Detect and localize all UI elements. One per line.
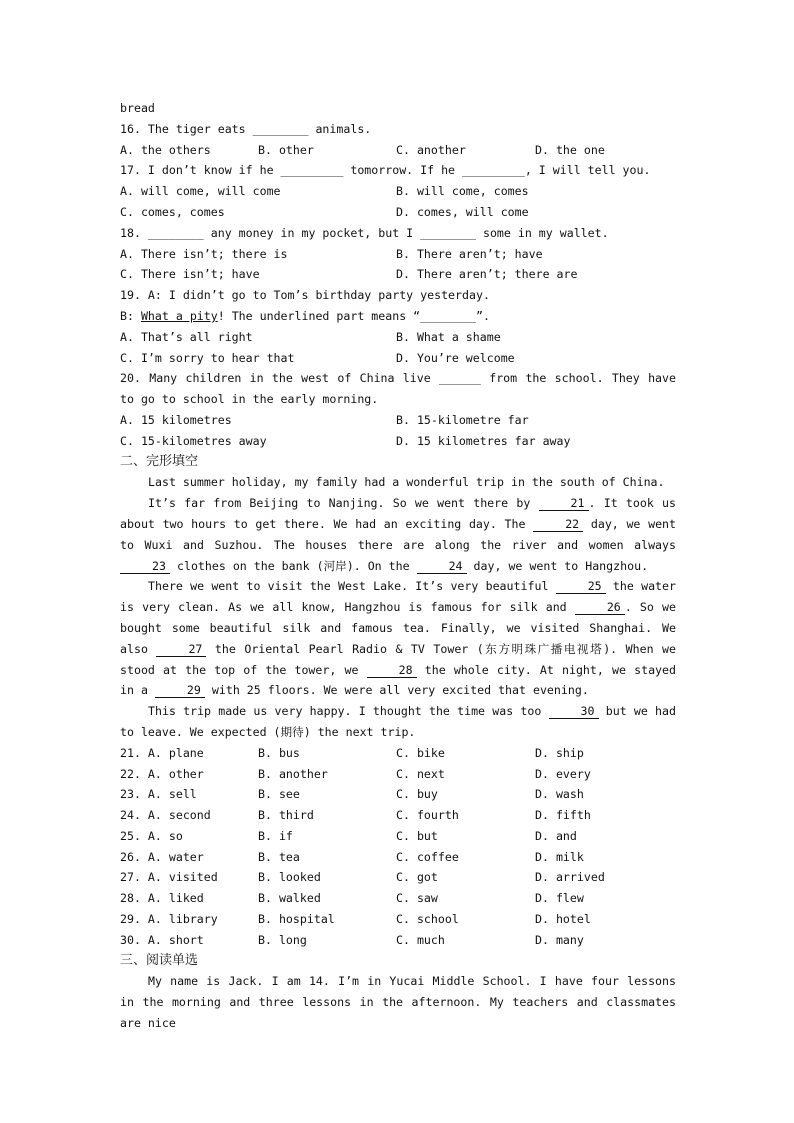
option-d: D. There aren’t; there are	[396, 267, 578, 282]
option-b: B. will come, comes	[396, 184, 529, 199]
top-fragment: bread	[120, 101, 155, 115]
question-16-stem: 16. The tiger eats ________ animals.	[120, 121, 372, 136]
text-run: This trip made us very happy. I thought the time was too	[148, 704, 542, 719]
cloze-paragraph-3	[120, 576, 676, 701]
question-20-stem: 20. Many children in the west of China live ______ from the school. They have to go to school in the early morning.	[120, 371, 676, 407]
cloze-option: C. coffee	[396, 849, 459, 864]
option-a: A. will come, will come	[120, 184, 281, 199]
option-a: A. the others	[120, 142, 211, 157]
option-d: D. 15 kilometres far away	[396, 433, 571, 448]
blank-25: 25	[556, 579, 606, 594]
text-run: the Oriental Pearl Radio & TV Tower (东方明珠广播电视塔). When we stood at the top of the tower, we	[120, 641, 677, 677]
cloze-option: C. next	[396, 766, 445, 781]
option-c: C. comes, comes	[120, 204, 225, 219]
option-c: C. There isn’t; have	[120, 267, 260, 282]
cloze-option: 23. A. sell	[120, 787, 197, 802]
cloze-option: D. and	[535, 828, 577, 843]
cloze-option: 28. A. liked	[120, 891, 204, 906]
cloze-option-row	[120, 805, 676, 826]
cloze-option-row	[120, 743, 676, 764]
text-run: There we went to visit the West Lake. It’s very beautiful	[148, 579, 549, 594]
blank-21: 21	[539, 496, 589, 511]
cloze-option: 30. A. short	[120, 932, 204, 947]
cloze-option: 22. A. other	[120, 766, 204, 781]
text-run: with 25 floors. We were all very excited that evening.	[211, 683, 589, 698]
cloze-option: B. bus	[258, 745, 300, 760]
cloze-option-row	[120, 867, 676, 888]
question-19-options-row2	[120, 348, 676, 369]
cloze-option: 21. A. plane	[120, 745, 204, 760]
question-18-options-row2	[120, 264, 676, 285]
blank-26: 26	[575, 600, 625, 615]
cloze-option: B. hospital	[258, 912, 335, 927]
text-run: . So we bought some beautiful silk and famous tea. Finally, we visited Shanghai. We also	[120, 600, 676, 656]
text-run: . It took us about two hours to get there. We had an exciting day. The	[120, 496, 676, 531]
cloze-option: C. bike	[396, 745, 445, 760]
option-a: A. That’s all right	[120, 329, 253, 344]
cloze-option: C. school	[396, 912, 459, 927]
cloze-option-row	[120, 888, 676, 909]
cloze-option: C. got	[396, 870, 438, 885]
question-17-options-row2	[120, 202, 676, 223]
cloze-option: B. looked	[258, 870, 321, 885]
b-prefix: B:	[120, 308, 141, 323]
blank-28: 28	[367, 663, 417, 678]
option-b: B. 15-kilometre far	[396, 412, 529, 427]
option-d: D. the one	[535, 142, 605, 157]
text-run: the water is very clean. As we all know, Hangzhou is famous for silk and	[120, 579, 676, 615]
section-2-title: 二、完形填空	[120, 453, 199, 469]
b-rest: ! The underlined part means “________”.	[217, 308, 490, 323]
question-17-stem: 17. I don’t know if he _________ tomorrow. If he _________, I will tell you.	[120, 163, 651, 178]
cloze-option: C. but	[396, 828, 438, 843]
cloze-option: 24. A. second	[120, 808, 211, 823]
blank-24: 24	[417, 559, 467, 574]
text-run: but we had to leave. We expected (期待) the next trip.	[120, 704, 676, 739]
cloze-option: B. another	[258, 766, 328, 781]
cloze-option-row	[120, 930, 676, 951]
text-run: It’s far from Beijing to Nanjing. So we went there by	[148, 496, 531, 511]
question-20-options-row1	[120, 410, 676, 431]
text-run: clothes on the bank (河岸). On the	[176, 558, 410, 573]
cloze-option-row	[120, 764, 676, 785]
question-18-options-row1	[120, 244, 676, 265]
cloze-option: C. buy	[396, 787, 438, 802]
text-run: day, we went to Hangzhou.	[473, 558, 649, 573]
option-c: C. 15-kilometres away	[120, 433, 267, 448]
reading-paragraph-1: My name is Jack. I am 14. I’m in Yucai Middle School. I have four lessons in the morning and three lessons in the afternoon. My teachers and classmates are nice	[120, 974, 676, 1031]
cloze-paragraph-4	[120, 701, 676, 743]
option-d: D. You’re welcome	[396, 350, 515, 365]
underlined-phrase: What a pity	[140, 308, 218, 323]
cloze-option: D. many	[535, 932, 584, 947]
cloze-option: B. if	[258, 828, 293, 843]
cloze-option: 25. A. so	[120, 828, 183, 843]
blank-29: 29	[155, 683, 205, 698]
option-b: B. other	[258, 142, 314, 157]
cloze-paragraph-2	[120, 493, 676, 576]
cloze-option: C. saw	[396, 891, 438, 906]
cloze-option: B. third	[258, 808, 314, 823]
cloze-option: D. hotel	[535, 912, 591, 927]
cloze-option: D. flew	[535, 891, 584, 906]
blank-23: 23	[120, 559, 170, 574]
cloze-option: D. fifth	[535, 808, 591, 823]
cloze-option-row	[120, 826, 676, 847]
cloze-option: D. wash	[535, 787, 584, 802]
cloze-option: 26. A. water	[120, 849, 204, 864]
cloze-option: C. fourth	[396, 808, 459, 823]
question-17-options-row1	[120, 181, 676, 202]
cloze-option-row	[120, 909, 676, 930]
cloze-option: D. ship	[535, 745, 584, 760]
question-19-b-line	[120, 306, 676, 327]
cloze-option: C. much	[396, 932, 445, 947]
option-c: C. another	[396, 142, 466, 157]
cloze-options	[120, 743, 676, 951]
option-d: D. comes, will come	[396, 204, 529, 219]
option-a: A. There isn’t; there is	[120, 246, 288, 261]
question-20-options-row2	[120, 431, 676, 452]
worksheet-page	[120, 98, 676, 1034]
cloze-option: B. walked	[258, 891, 321, 906]
cloze-option-row	[120, 847, 676, 868]
blank-27: 27	[156, 642, 206, 657]
option-b: B. What a shame	[396, 329, 501, 344]
cloze-paragraph-1: Last summer holiday, my family had a wonderful trip in the south of China.	[148, 475, 665, 490]
text-run: the whole city. At night, we stayed in a	[120, 662, 676, 698]
question-19-options-row1	[120, 327, 676, 348]
option-c: C. I’m sorry to hear that	[120, 350, 295, 365]
cloze-option: 29. A. library	[120, 912, 218, 927]
question-18-stem: 18. ________ any money in my pocket, but I ________ some in my wallet.	[120, 225, 609, 240]
cloze-option: D. arrived	[535, 870, 605, 885]
text-run: day, we went to Wuxi and Suzhou. The houses there are along the river and women always	[120, 516, 677, 552]
blank-22: 22	[533, 517, 583, 532]
question-19-stem: 19. A: I didn’t go to Tom’s birthday party yesterday.	[120, 288, 490, 303]
cloze-option: D. milk	[535, 849, 584, 864]
cloze-option: B. see	[258, 787, 300, 802]
option-b: B. There aren’t; have	[396, 246, 543, 261]
option-a: A. 15 kilometres	[120, 412, 232, 427]
cloze-option: 27. A. visited	[120, 870, 218, 885]
question-16-options	[120, 140, 676, 161]
section-3-title: 三、阅读单选	[120, 952, 199, 968]
cloze-option: B. long	[258, 932, 307, 947]
cloze-option: D. every	[535, 766, 591, 781]
cloze-option: B. tea	[258, 849, 300, 864]
cloze-option-row	[120, 784, 676, 805]
blank-30: 30	[549, 704, 599, 719]
